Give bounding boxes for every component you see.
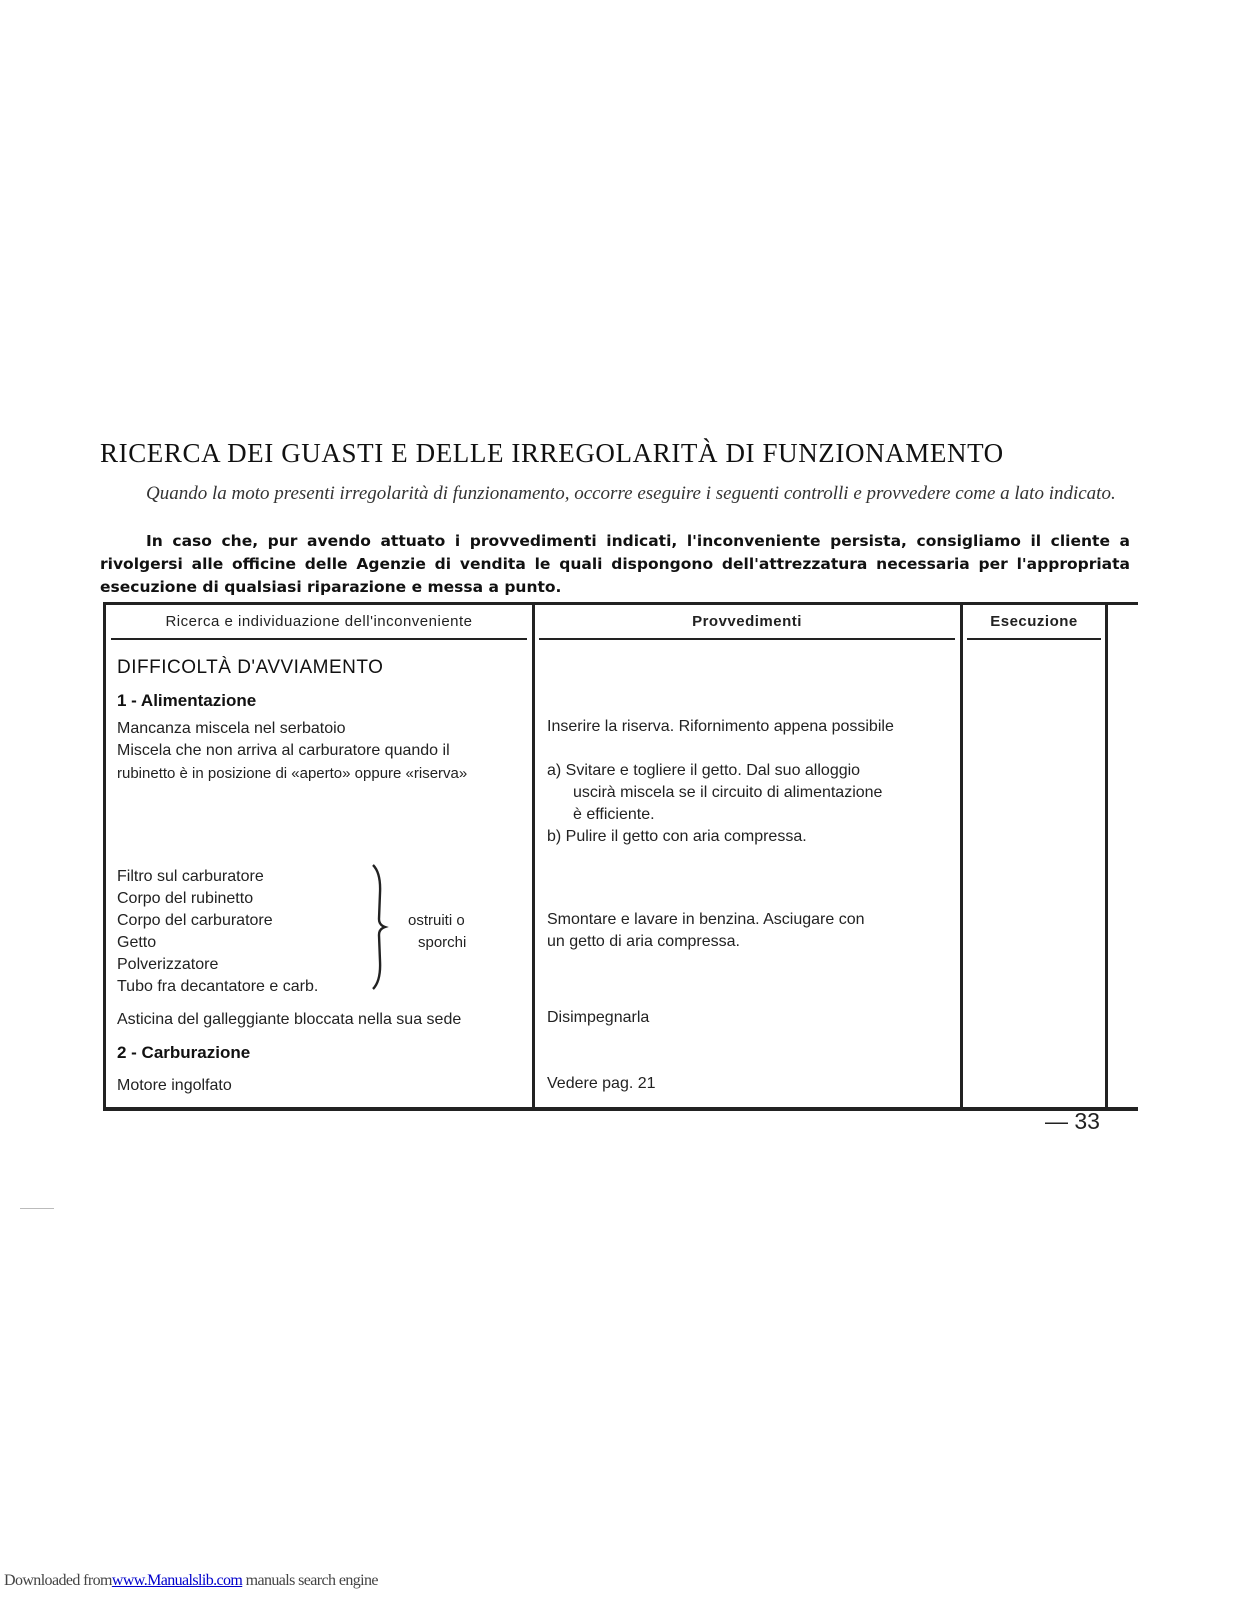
remedy-see-page: Vedere pag. 21 bbox=[547, 1075, 656, 1092]
cause-item-jet: Getto bbox=[117, 934, 157, 951]
cause-no-mixture: Mancanza miscela nel serbatoio bbox=[117, 720, 346, 737]
right-brace-icon bbox=[369, 863, 389, 991]
notice-paragraph: In caso che, pur avendo attuato i provvedimenti indicati, l'inconveniente persista, consigliamo il cliente a rivolgersi alle officine delle Agenzie di vendita le quali dispongono dell'attrezzatura necessaria per l'appropriata esecuzione di qualsiasi riparazione e messa a punto. bbox=[100, 532, 1130, 596]
cause-float-stuck: Asticina del galleggiante bloccata nella sua sede bbox=[117, 1011, 462, 1028]
cause-tap-position: rubinetto è in posizione di «aperto» oppure «riserva» bbox=[117, 765, 468, 782]
header-underline-1 bbox=[111, 638, 527, 640]
page-number: — 33 bbox=[1045, 1108, 1100, 1134]
remedy-jet-b: b) Pulire il getto con aria compressa. bbox=[547, 828, 807, 845]
cause-item-pipe: Tubo fra decantatore e carb. bbox=[117, 978, 319, 995]
remedy-reserve: Inserire la riserva. Rifornimento appena possibile bbox=[547, 718, 894, 735]
column-divider-1 bbox=[532, 605, 535, 1107]
section-title: DIFFICOLTÀ D'AVVIAMENTO bbox=[117, 657, 384, 678]
remedy-free-float: Disimpegnarla bbox=[547, 1009, 650, 1026]
remedy-wash-line2: un getto di aria compressa. bbox=[547, 933, 740, 950]
table-border-left bbox=[103, 605, 106, 1107]
remedy-wash-line1: Smontare e lavare in benzina. Asciugare con bbox=[547, 911, 865, 928]
header-underline-3 bbox=[967, 638, 1101, 640]
page-title: RICERCA DEI GUASTI E DELLE IRREGOLARITÀ DI FUNZIONAMENTO bbox=[100, 438, 1004, 468]
cause-item-tap-body: Corpo del rubinetto bbox=[117, 890, 254, 907]
column-divider-2 bbox=[960, 605, 963, 1107]
footer-suffix: manuals search engine bbox=[242, 1572, 378, 1589]
cause-item-atomizer: Polverizzatore bbox=[117, 956, 219, 973]
column-header-execution: Esecuzione bbox=[990, 613, 1078, 630]
margin-mark bbox=[20, 1208, 54, 1209]
column-header-remedies: Provvedimenti bbox=[692, 613, 802, 630]
remedy-jet-a-line2: uscirà miscela se il circuito di alimentazione bbox=[573, 784, 883, 801]
column-header-diagnosis: Ricerca e individuazione dell'inconveniente bbox=[165, 613, 473, 630]
subsection-carburation: 2 - Carburazione bbox=[117, 1043, 251, 1062]
cause-flooded-engine: Motore ingolfato bbox=[117, 1077, 232, 1094]
cause-condition-dirty: sporchi bbox=[418, 934, 467, 951]
intro-paragraph: Quando la moto presenti irregolarità di funzionamento, occorre eseguire i seguenti controlli e provvedere come a lato indicato. bbox=[146, 483, 1116, 504]
manualslib-link[interactable]: www.Manualslib.com bbox=[111, 1572, 243, 1589]
footer bbox=[4, 1572, 378, 1590]
cause-condition-clogged: ostruiti o bbox=[408, 912, 465, 929]
header-underline-2 bbox=[539, 638, 955, 640]
subsection-fuel-supply: 1 - Alimentazione bbox=[117, 691, 257, 710]
cause-item-filter: Filtro sul carburatore bbox=[117, 868, 264, 885]
remedy-jet-a-line1: a) Svitare e togliere il getto. Dal suo alloggio bbox=[547, 762, 861, 779]
table-border-right bbox=[1105, 605, 1108, 1107]
cause-item-carburetor-body: Corpo del carburatore bbox=[117, 912, 273, 929]
footer-prefix: Downloaded from bbox=[4, 1572, 112, 1589]
remedy-jet-a-line3: è efficiente. bbox=[573, 806, 655, 823]
troubleshooting-table bbox=[103, 602, 1138, 1111]
cause-mixture-not-arriving: Miscela che non arriva al carburatore quando il bbox=[117, 742, 450, 759]
